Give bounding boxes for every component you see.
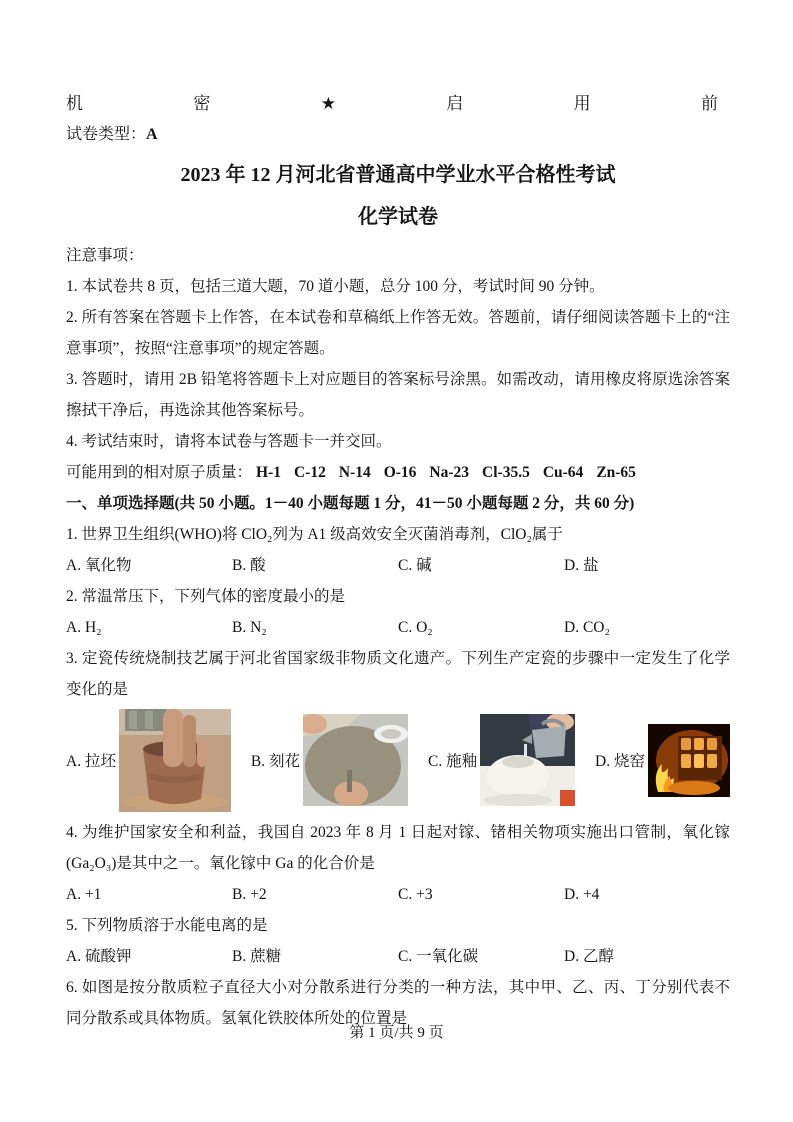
- question-1-option-c: C. 碱: [398, 557, 432, 574]
- notice-item-3: 3. 答题时，请用 2B 铅笔将答题卡上对应题目的答案标号涂黑。如需改动，请用橡皮将原选涂答案擦拭干净后，再选涂其他答案标号。: [66, 371, 730, 419]
- pottery-glazing-photo: [480, 714, 575, 806]
- question-4-option-c: C. +3: [398, 886, 433, 903]
- atomic-mass-value: C-12: [293, 464, 326, 481]
- question-2-options: [66, 612, 730, 643]
- question-3-stem: 3. 定瓷传统烧制技艺属于河北省国家级非物质文化遗产。下列生产定瓷的步骤中一定发生了化学变化的是: [66, 650, 730, 698]
- atomic-mass-value: Cl-35.5: [482, 464, 530, 481]
- question-3-option-a-label: A. 拉坯: [66, 753, 116, 770]
- atomic-mass-label: 可能用到的相对原子质量：: [66, 464, 253, 481]
- exam-title: 2023 年 12 月河北省普通高中学业水平合格性考试: [180, 164, 616, 186]
- question-1-option-a: A. 氧化物: [66, 557, 132, 574]
- classification-char: 密: [193, 94, 211, 113]
- notice-item-4: 4. 考试结束时，请将本试卷与答题卡一并交回。: [66, 433, 392, 450]
- question-5-option-c: C. 一氧化碳: [398, 948, 479, 965]
- paper-type-label: 试卷类型：: [66, 126, 147, 143]
- question-5-option-d: D. 乙醇: [564, 948, 614, 965]
- question-5-options: [66, 941, 730, 972]
- paper-type-value: A: [146, 126, 158, 143]
- question-3-option-b-label: B. 刻花: [250, 753, 301, 770]
- question-2-option-a: A. H₂: [66, 619, 102, 636]
- question-4: [66, 817, 730, 910]
- question-3-option-c-label: C. 施釉: [427, 753, 478, 770]
- question-2-option-d: D. CO₂: [564, 619, 610, 636]
- paper-type-line: [66, 119, 730, 150]
- question-1-options: [66, 550, 730, 581]
- question-2-stem: 2. 常温常压下，下列气体的密度最小的是: [66, 588, 346, 605]
- subject-title: 化学试卷: [358, 206, 438, 228]
- atomic-mass-line: [66, 457, 730, 488]
- question-1: [66, 519, 730, 581]
- atomic-mass-value: Na-23: [429, 464, 470, 481]
- question-4-option-b: B. +2: [232, 886, 267, 903]
- question-2-option-c: C. O₂: [398, 619, 433, 636]
- atomic-mass-value: N-14: [338, 464, 371, 481]
- question-1-option-d: D. 盐: [564, 557, 599, 574]
- page-number-footer: 第 1 页/共 9 页: [349, 1025, 444, 1041]
- question-3-option-a: [66, 709, 231, 812]
- question-4-stem: 4. 为维护国家安全和利益，我国自 2023 年 8 月 1 日起对镓、锗相关物项实施出口管制，氧化镓(Ga₂O₃)是其中之一。氧化镓中 Ga 的化合价是: [66, 824, 730, 872]
- atomic-mass-value: O-16: [383, 464, 417, 481]
- question-3: [66, 643, 730, 813]
- question-2: [66, 581, 730, 643]
- question-5-stem: 5. 下列物质溶于水能电离的是: [66, 917, 268, 934]
- atomic-mass-value: Cu-64: [542, 464, 584, 481]
- question-2-option-b: B. N₂: [232, 619, 267, 636]
- classification-char: 启: [446, 94, 464, 113]
- question-3-option-d: [595, 724, 730, 797]
- question-5-option-a: A. 硫酸钾: [66, 948, 132, 965]
- notice-item-1: 1. 本试卷共 8 页，包括三道大题，70 道小题，总分 100 分，考试时间 90 分钟。: [66, 278, 605, 295]
- page-content: [66, 88, 730, 1034]
- question-3-option-c: [428, 714, 575, 806]
- question-3-option-d-label: D. 烧窑: [595, 753, 645, 770]
- notice-item-2: 2. 所有答案在答题卡上作答，在本试卷和草稿纸上作答无效。答题前，请仔细阅读答题卡上的“注意事项”，按照“注意事项”的规定答题。: [66, 309, 730, 357]
- section-header-single-choice: 一、单项选择题(共 50 小题。1－40 小题每题 1 分，41－50 小题每题 2 分，共 60 分): [66, 495, 635, 512]
- atomic-mass-value: Zn-65: [596, 464, 636, 481]
- pottery-carving-photo: [303, 714, 408, 806]
- question-3-option-b: [251, 714, 408, 806]
- notices-heading: 注意事项：: [66, 247, 144, 264]
- question-4-option-a: A. +1: [66, 886, 102, 903]
- pottery-throwing-photo: [119, 709, 231, 812]
- classification-char: 机: [66, 94, 83, 113]
- question-3-photo-options: [66, 707, 730, 813]
- classification-char: 用: [573, 94, 591, 113]
- star-icon: ★: [320, 94, 336, 113]
- question-1-stem: 1. 世界卫生组织(WHO)将 ClO₂列为 A1 级高效安全灭菌消毒剂，ClO₂属于: [66, 526, 563, 543]
- question-1-option-b: B. 酸: [232, 557, 266, 574]
- question-5: [66, 910, 730, 972]
- question-4-options: [66, 879, 730, 910]
- classification-char: 前: [700, 94, 718, 113]
- question-5-option-b: B. 蔗糖: [232, 948, 282, 965]
- atomic-mass-value: H-1: [256, 464, 281, 481]
- question-4-option-d: D. +4: [564, 886, 600, 903]
- question-6-stem: 6. 如图是按分散质粒子直径大小对分散系进行分类的一种方法，其中甲、乙、丙、丁分别代表不同分散系或具体物质。氢氧化铁胶体所处的位置是: [66, 979, 730, 1027]
- security-classification-line: [66, 88, 730, 119]
- kiln-firing-photo: [648, 724, 730, 797]
